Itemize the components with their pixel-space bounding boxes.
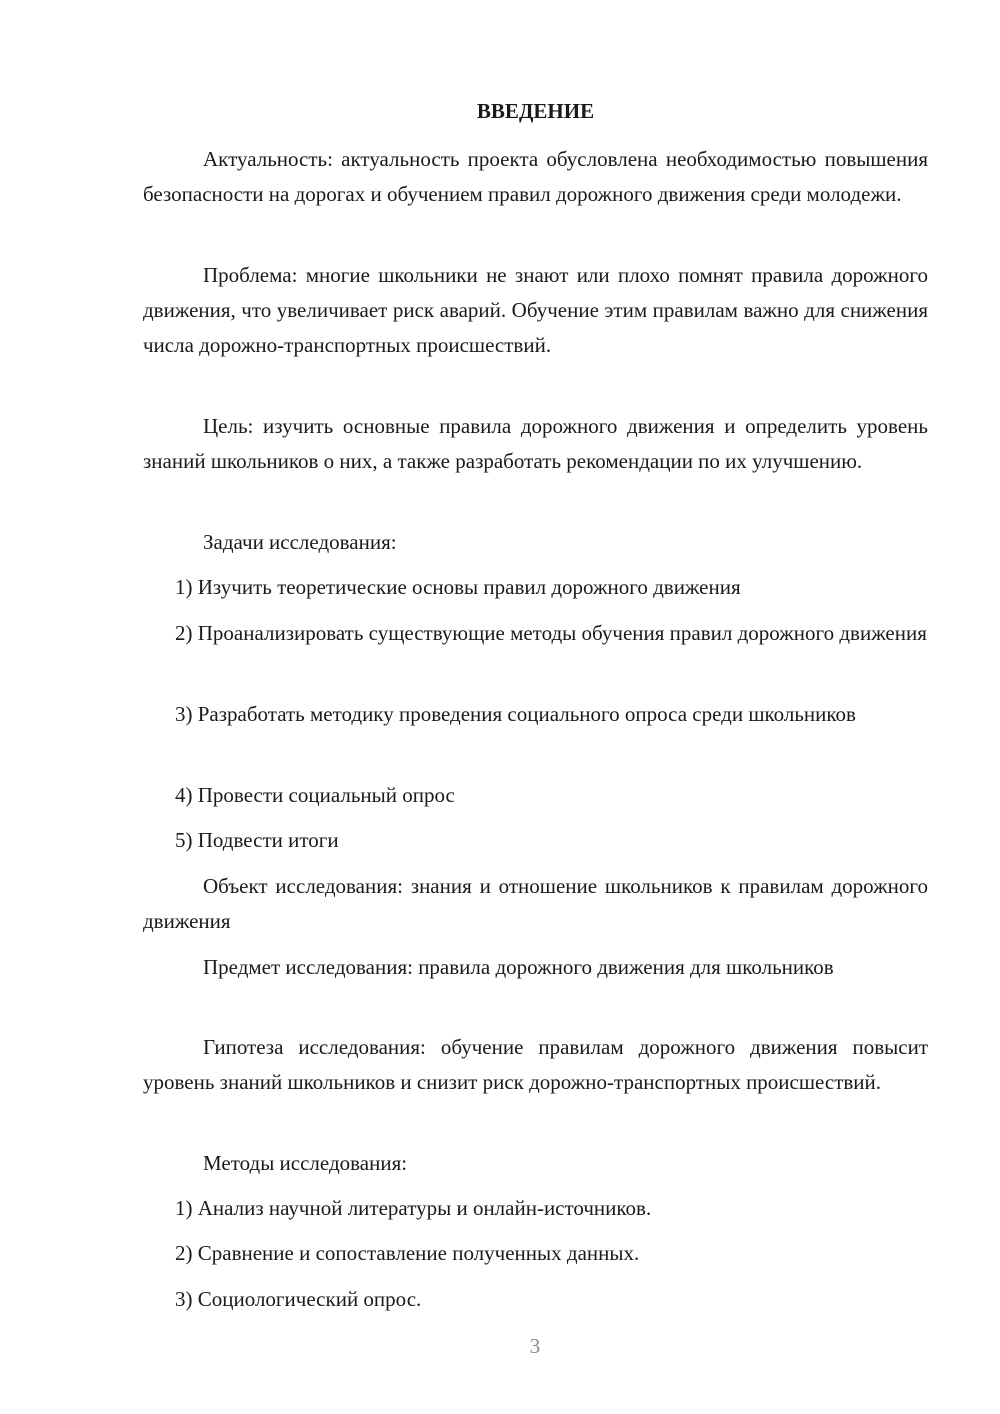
- tasks-heading: Задачи исследования:: [203, 530, 397, 554]
- methods-heading: Методы исследования:: [203, 1151, 408, 1175]
- task-item: 4) Провести социальный опрос: [175, 783, 455, 807]
- task-item: 2) Проанализировать существующие методы обучения правил дорожного движения: [175, 621, 927, 645]
- subject-paragraph: Предмет исследования: правила дорожного движения для школьников: [203, 955, 834, 979]
- task-item: 1) Изучить теоретические основы правил дорожного движения: [175, 575, 741, 599]
- section-title: ВВЕДЕНИЕ: [476, 99, 595, 123]
- hypothesis-paragraph: Гипотеза исследования: обучение правилам дорожного движения повысит уровень знаний школьников и снизит риск дорожно-транспортных происшествий.: [143, 1035, 928, 1094]
- task-item: 5) Подвести итоги: [175, 828, 339, 852]
- method-item: 3) Социологический опрос.: [175, 1287, 422, 1311]
- method-item: 1) Анализ научной литературы и онлайн-источников.: [175, 1196, 652, 1220]
- task-item: 3) Разработать методику проведения социального опроса среди школьников: [175, 702, 856, 726]
- goal-paragraph: Цель: изучить основные правила дорожного движения и определить уровень знаний школьников о них, а также разработать рекомендации по их улучшению.: [143, 414, 928, 473]
- relevance-paragraph: Актуальность: актуальность проекта обусловлена необходимостью повышения безопасности на дорогах и обучением правил дорожного движения среди молодежи.: [143, 147, 928, 206]
- object-paragraph: Объект исследования: знания и отношение школьников к правилам дорожного движения: [143, 874, 928, 933]
- problem-paragraph: Проблема: многие школьники не знают или плохо помнят правила дорожного движения, что увеличивает риск аварий. Обучение этим правилам важно для снижения числа дорожно-транспортных происшествий.: [143, 263, 928, 357]
- page-number: 3: [529, 1334, 541, 1358]
- method-item: 2) Сравнение и сопоставление полученных данных.: [175, 1241, 640, 1265]
